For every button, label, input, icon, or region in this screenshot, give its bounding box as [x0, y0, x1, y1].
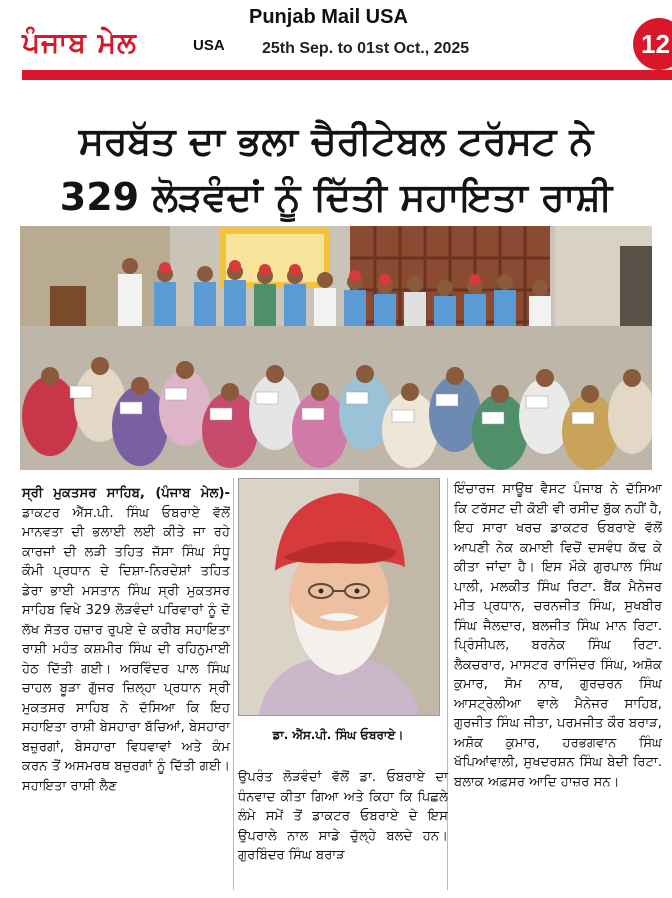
portrait-photo-image	[238, 478, 440, 716]
group-photo-image	[20, 226, 652, 470]
portrait-caption: ਡਾ. ਐੱਸ.ਪੀ. ਸਿੰਘ ਓਬਰਾਏ।	[272, 728, 404, 742]
article-dateline: ਸ੍ਰੀ ਮੁਕਤਸਰ ਸਾਹਿਬ, (ਪੰਜਾਬ ਮੇਲ)-	[22, 486, 230, 501]
headline-line-1: ਸਰਬੱਤ ਦਾ ਭਲਾ ਚੈਰੀਟੇਬਲ ਟਰੱਸਟ ਨੇ	[78, 119, 594, 164]
masthead-rule	[22, 70, 672, 80]
article-body-2: ਉਪਰੰਤ ਲੋੜਵੰਦਾਂ ਵੱਲੋਂ ਡਾ. ਓਬਰਾਏ ਦਾ ਧੰਨਵਾਦ ਕੀਤਾ ਗਿਆ ਅਤੇ ਕਿਹਾ ਕਿ ਪਿਛਲੇ ਲੰਮੇ ਸਮੇਂ ਤੋਂ ਡਾਕਟਰ ਓਬਰਾਏ ਦੇ ਇਸ ਉਪਰਾਲੇ ਨਾਲ ਸਾਡੇ ਚੁੱਲ੍ਹੇ ਬਲਦੇ ਹਨ। ਗੁਰਬਿੰਦਰ ਸਿੰਘ ਬਰਾੜ	[238, 770, 448, 863]
brand-usa: USA	[193, 37, 225, 54]
article-column-3	[454, 480, 662, 792]
brand-logo: ਪੰਜਾਬ ਮੇਲ	[22, 26, 137, 59]
headline-line-2: 329 ਲੋੜਵੰਦਾਂ ਨੂੰ ਦਿੱਤੀ ਸਹਾਇਤਾ ਰਾਸ਼ੀ	[59, 175, 613, 220]
masthead	[0, 0, 672, 82]
page-number-badge: 12	[633, 18, 672, 70]
column-divider	[233, 478, 234, 890]
article-body-3: ਇੰਚਾਰਜ ਸਾਊਥ ਵੈਸਟ ਪੰਜਾਬ ਨੇ ਦੱਸਿਆ ਕਿ ਟਰੱਸਟ ਦੀ ਕੋਈ ਵੀ ਰਸੀਦ ਬੁੱਕ ਨਹੀਂ ਹੈ, ਇਹ ਸਾਰਾ ਖਰਚ ਡਾਕਟਰ ਓਬਰਾਏ ਵੱਲੋਂ ਆਪਣੀ ਨੇਕ ਕਮਾਈ ਵਿਚੋਂ ਦਸਵੰਧ ਕੱਢ ਕੇ ਕੀਤਾ ਜਾਂਦਾ ਹੈ। ਇਸ ਮੌਕੇ ਗੁਰਪਾਲ ਸਿੰਘ ਪਾਲੀ, ਮਲਕੀਤ ਸਿੰਘ ਰਿਟਾ. ਬੈਂਕ ਮੈਨੇਜਰ ਮੀਤ ਪ੍ਰਧਾਨ, ਚਰਨਜੀਤ ਸਿੰਘ, ਸੁਖਬੀਰ ਸਿੰਘ ਜੈਲਦਾਰ, ਬਲਜੀਤ ਸਿੰਘ ਮਾਨ ਰਿਟਾ. ਪ੍ਰਿੰਸੀਪਲ, ਬਰਨੇਕ ਸਿੰਘ ਰਿਟਾ. ਲੈਕਚਰਾਰ, ਮਾਸਟਰ ਰਾਜਿੰਦਰ ਸਿੰਘ, ਅਸ਼ੋਕ ਕੁਮਾਰ, ਸੋਮ ਨਾਥ, ਗੁਰਚਰਨ ਸਿੰਘ ਆਸਟ੍ਰੇਲੀਆ ਵਾਲੇ ਮੈਨੇਜਰ ਸਾਹਿਬ, ਗੁਰਜੀਤ ਸਿੰਘ ਜੀਤਾ, ਪਰਮਜੀਤ ਕੌਰ ਬਰਾੜ, ਅਸ਼ੋਕ ਕੁਮਾਰ, ਹਰਭਗਵਾਨ ਸਿੰਘ ਖੱਪਿਆਂਵਾਲੀ, ਸੁਖਦਰਸ਼ਨ ਸਿੰਘ ਬੇਦੀ ਰਿਟਾ. ਬਲਾਕ ਅਫ਼ਸਰ ਆਦਿ ਹਾਜ਼ਰ ਸਨ।	[454, 482, 662, 790]
article-column-2	[238, 768, 448, 866]
issue-date-range: 25th Sep. to 01st Oct., 2025	[262, 40, 470, 57]
article-column-1	[22, 484, 230, 796]
article-headline	[22, 113, 650, 225]
publication-name: Punjab Mail USA	[249, 6, 408, 28]
article-body-1: ਡਾਕਟਰ ਐੱਸ.ਪੀ. ਸਿੰਘ ਓਬਰਾਏ ਵੱਲੋਂ ਮਾਨਵਤਾ ਦੀ ਭਲਾਈ ਲਈ ਕੀਤੇ ਜਾ ਰਹੇ ਕਾਰਜਾਂ ਦੀ ਲੜੀ ਤਹਿਤ ਜੱਸਾ ਸਿੰਘ ਸੰਧੂ ਕੌਮੀ ਪ੍ਰਧਾਨ ਦੇ ਦਿਸ਼ਾ-ਨਿਰਦੇਸ਼ਾਂ ਤਹਿਤ ਡੇਰਾ ਭਾਈ ਮਸਤਾਨ ਸਿੰਘ ਸ੍ਰੀ ਮੁਕਤਸਰ ਸਾਹਿਬ ਵਿਖੇ 329 ਲੋੜਵੰਦਾਂ ਪਰਿਵਾਰਾਂ ਨੂੰ ਦੋ ਲੱਖ ਸੱਤਰ ਹਜ਼ਾਰ ਰੁਪਏ ਦੇ ਕਰੀਬ ਸਹਾਇਤਾ ਰਾਸ਼ੀ ਮਹੰਤ ਕਸ਼ਮੀਰ ਸਿੰਘ ਦੀ ਰਹਿਨੁਮਾਈ ਹੇਠ ਦਿੱਤੀ ਗਈ। ਅਰਵਿੰਦਰ ਪਾਲ ਸਿੰਘ ਚਾਹਲ ਬੂੜਾ ਗੁੱਜਰ ਜ਼ਿਲ੍ਹਾ ਪ੍ਰਧਾਨ ਸ੍ਰੀ ਮੁਕਤਸਰ ਸਾਹਿਬ ਨੇ ਦੱਸਿਆ ਕਿ ਇਹ ਸਹਾਇਤਾ ਰਾਸ਼ੀ ਬੇਸਹਾਰਾ ਬੱਚਿਆਂ, ਬੇਸਹਾਰਾ ਬਜ਼ੁਰਗਾਂ, ਬੇਸਹਾਰਾ ਵਿਧਵਾਵਾਂ ਅਤੇ ਕੰਮ ਕਰਨ ਤੋਂ ਅਸਮਰਥ ਬਜ਼ੁਰਗਾਂ ਨੂੰ ਦਿੱਤੀ ਗਈ। ਸਹਾਇਤਾ ਰਾਸ਼ੀ ਲੈਣ	[22, 505, 230, 794]
